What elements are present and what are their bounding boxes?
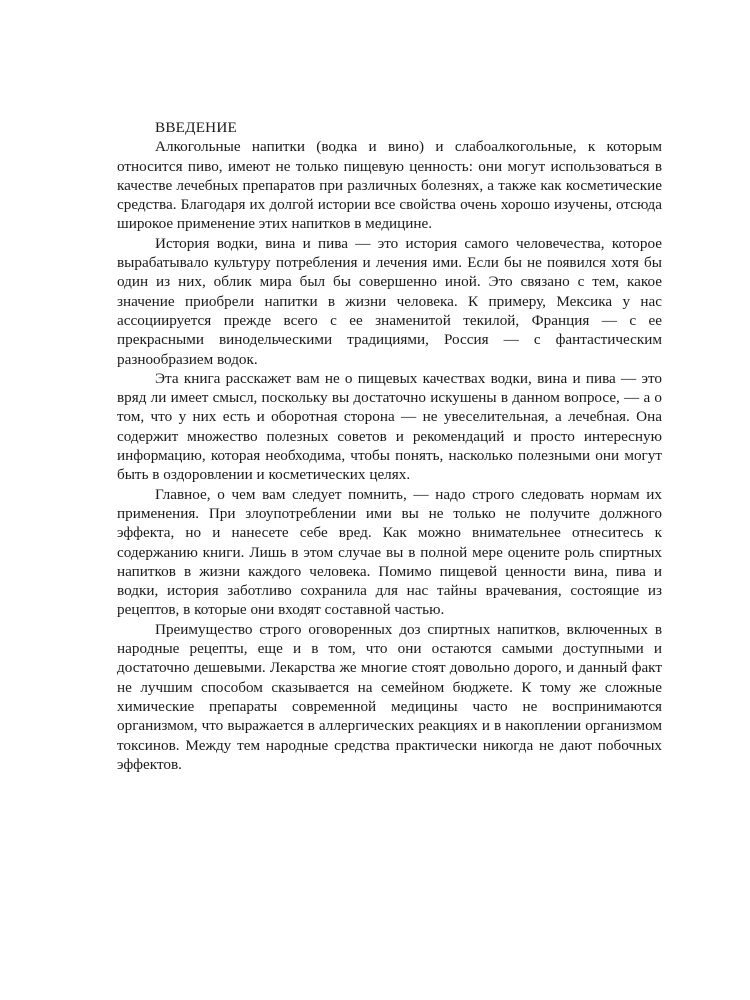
paragraph-3: Эта книга расскажет вам не о пищевых качествах водки, вина и пива — это вряд ли имеет смысл, поскольку вы достаточно искушены в данном вопросе, — а о том, что у них есть и оборотная сторона — не увеселительная, а лечебная. Она содержит множество полезных советов и рекомендаций и просто интересную информацию, которая необходима, чтобы понять, насколько полезными они могут быть в оздоровлении и косметических целях.	[117, 369, 662, 484]
paragraph-1: Алкогольные напитки (водка и вино) и слабоалкогольные, к которым относится пиво, имеют не только пищевую ценность: они могут использоваться в качестве лечебных препаратов при различных болезнях, а также как косметические средства. Благодаря их долгой истории все свойства очень хорошо изучены, отсюда широкое применение этих напитков в медицине.	[117, 138, 662, 233]
section-heading: ВВЕДЕНИЕ	[155, 119, 237, 136]
paragraph-2: История водки, вина и пива — это история самого человечества, которое вырабатывало культуру потребления и лечения ими. Если бы не появился хотя бы один из них, облик мира был бы совершенно иной. Это связано с тем, какое значение приобрели напитки в жизни человека. К примеру, Мексика у нас ассоциируется прежде всего с ее знаменитой текилой, Франция — с ее прекрасными винодельческими традициями, Россия — с фантастическим разнообразием водок.	[117, 234, 662, 368]
paragraph-5: Преимущество строго оговоренных доз спиртных напитков, включенных в народные рецепты, еще и в том, что они остаются самыми доступными и достаточно дешевыми. Лекарства же многие стоят довольно дорого, и данный факт не лучшим способом сказывается на семейном бюджете. К тому же сложные химические препараты современной медицины часто не воспринимаются организмом, что выражается в аллергических реакциях и в накоплении организмом токсинов. Между тем народные средства практически никогда не дают побочных эффектов.	[117, 620, 662, 773]
paragraph-4: Главное, о чем вам следует помнить, — надо строго следовать нормам их применения. При злоупотреблении ими вы не только не получите должного эффекта, но и нанесете себе вред. Как можно внимательнее отнеситесь к содержанию книги. Лишь в этом случае вы в полной мере оцените роль спиртных напитков в жизни каждого человека. Помимо пищевой ценности вина, пива и водки, история заботливо сохранила для нас тайны врачевания, состоящие из рецептов, в которые они входят составной частью.	[117, 485, 662, 619]
document-page	[117, 118, 662, 774]
